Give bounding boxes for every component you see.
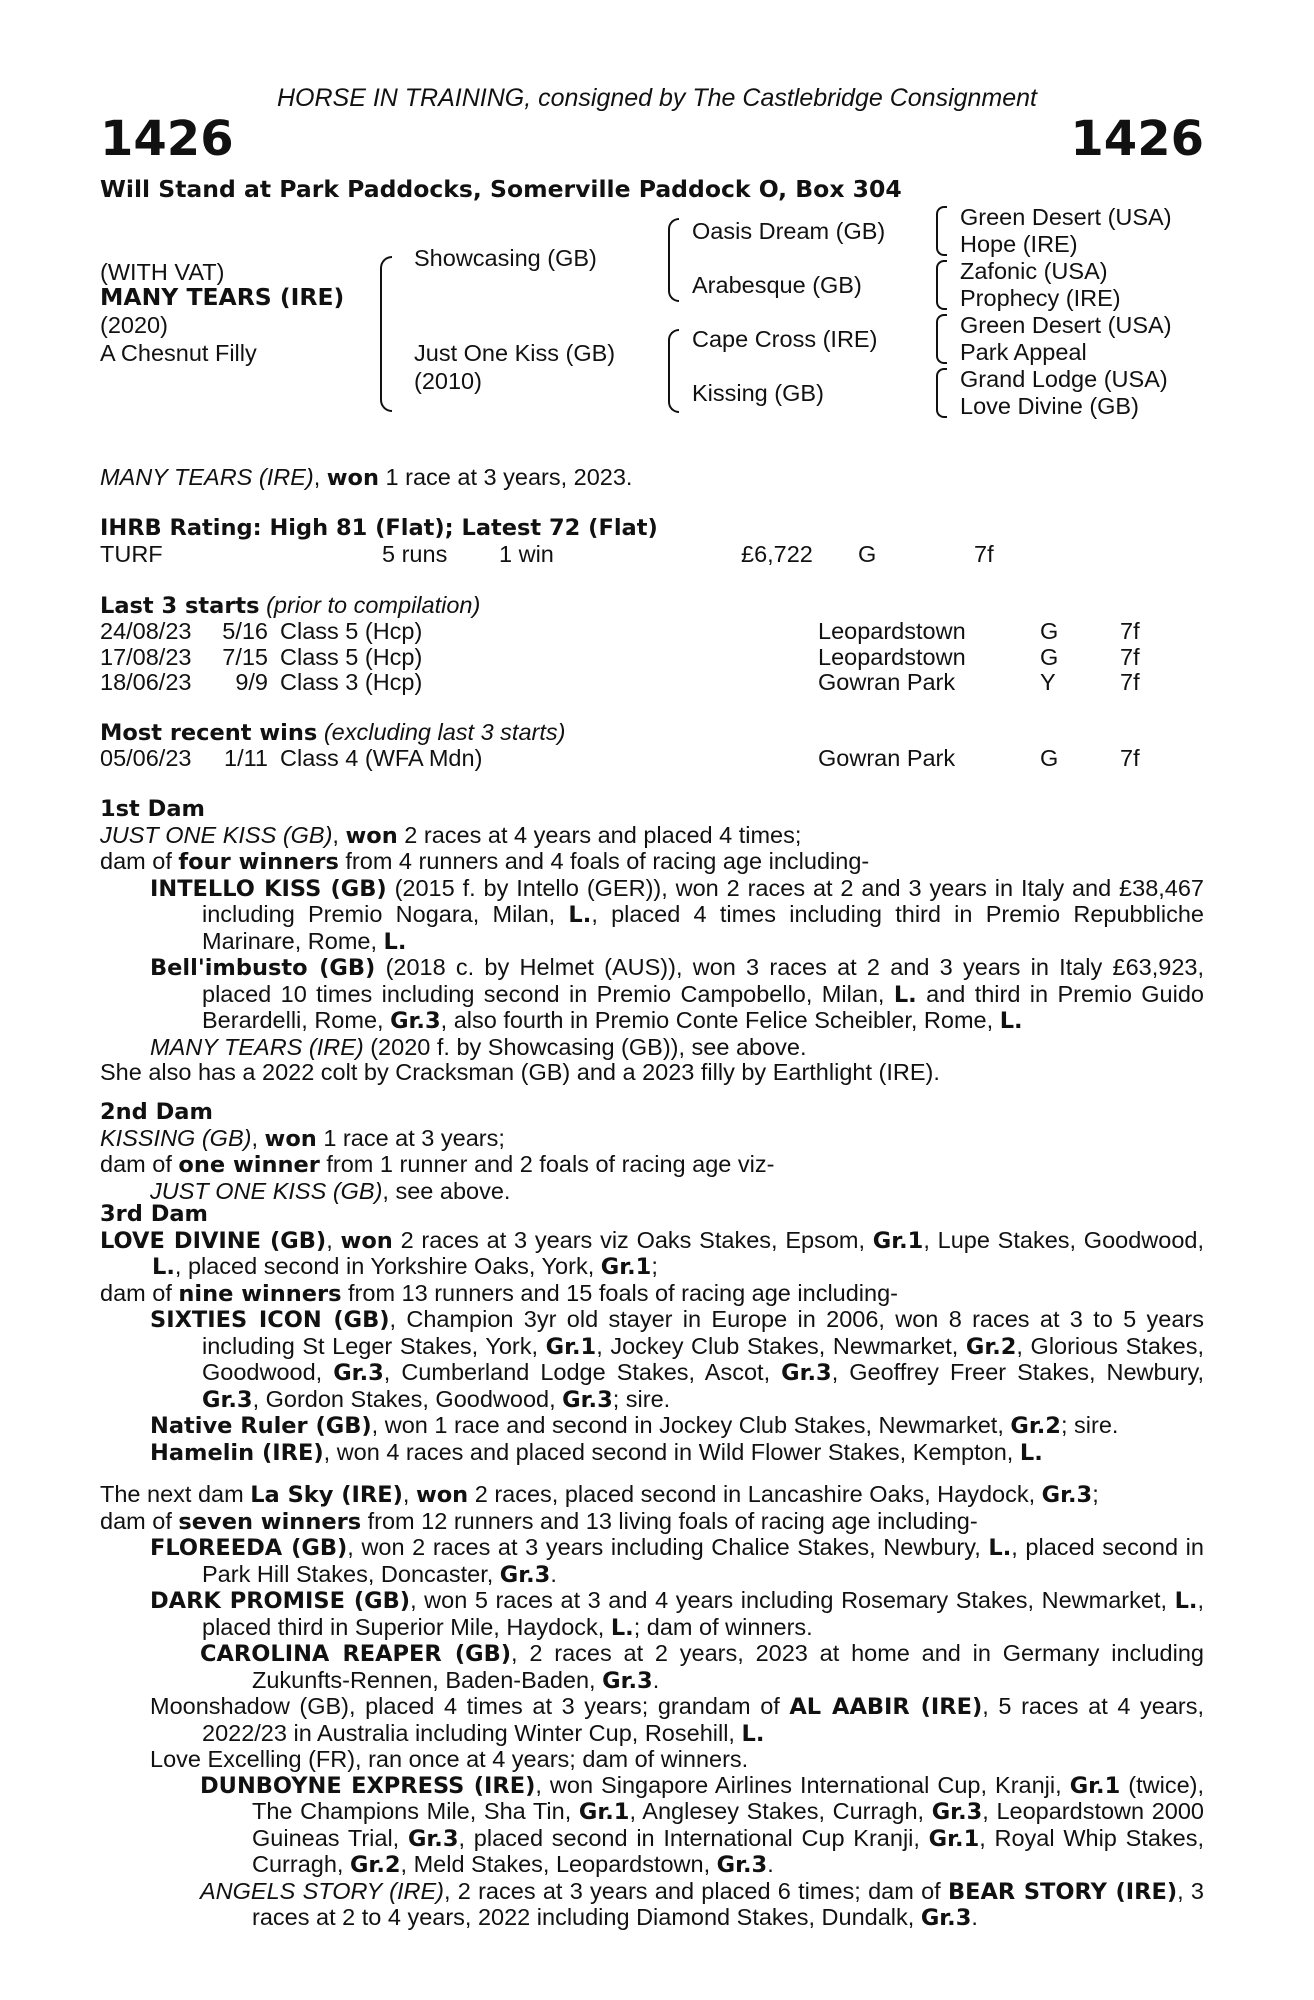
table-row (100, 670, 1140, 696)
ggp-1: Green Desert (USA) (960, 204, 1172, 230)
ggp-8: Love Divine (GB) (960, 393, 1139, 419)
ggp-3: Zafonic (USA) (960, 258, 1108, 284)
consignment-header: HORSE IN TRAINING, consigned by The Castlebridge Consignment (276, 84, 1038, 112)
produce-line: dam of four winners from 4 runners and 4 foals of racing age including- (100, 848, 870, 875)
ggp-7: Grand Lodge (USA) (960, 366, 1168, 392)
dam-sire-name: Cape Cross (IRE) (692, 326, 878, 352)
recent-wins-table (100, 746, 1140, 772)
ggp-brace-3 (936, 314, 947, 364)
foals-note: She also has a 2022 colt by Cracksman (GB) and a 2023 filly by Earthlight (IRE). (100, 1059, 940, 1085)
start-date: 24/08/23 (100, 618, 192, 644)
win-class: Class 4 (WFA Mdn) (280, 745, 483, 771)
lot-number-left: 1426 (100, 111, 234, 167)
progeny-entry: JUST ONE KISS (GB), see above. (150, 1177, 511, 1204)
horse-year: (2020) (100, 312, 168, 338)
lot-number-right: 1426 (1070, 111, 1204, 167)
horse-name: MANY TEARS (IRE) (100, 283, 345, 311)
start-class: Class 5 (Hcp) (280, 618, 423, 644)
next-dam-section (100, 1482, 1204, 1932)
produce-line: dam of nine winners from 13 runners and 15 foals of racing age including- (100, 1279, 898, 1307)
section-title: 2nd Dam (100, 1099, 213, 1125)
rating-surface: TURF (100, 541, 163, 567)
progeny-entry: ANGELS STORY (IRE), 2 races at 3 years and placed 6 times; dam of BEAR STORY (IRE), 3 races at 2 to 4 years, 2022 including Diamond Stakes, Dundalk, Gr.3. (200, 1877, 1204, 1931)
progeny-entry: Love Excelling (FR), ran once at 4 years; dam of winners. (150, 1746, 749, 1772)
start-class: Class 3 (Hcp) (280, 669, 423, 695)
start-going: G (1040, 643, 1059, 670)
rating-prize: £6,722 (741, 541, 813, 567)
progeny-entry: Moonshadow (GB), placed 4 times at 3 years; grandam of AL AABIR (IRE), 5 races at 4 years, 2022/23 in Australia including Winter Cup, Rosehill, L. (150, 1693, 1204, 1747)
dam-year: (2010) (414, 368, 482, 394)
progeny-entry: DARK PROMISE (GB), won 5 races at 3 and 4 years including Rosemary Stakes, Newmarket, L., placed third in Superior Mile, Haydock, L.; dam of winners. (150, 1587, 1204, 1641)
horse-description: A Chesnut Filly (100, 340, 257, 366)
ggp-2: Hope (IRE) (960, 231, 1078, 257)
dam-parents-brace (668, 329, 679, 413)
progeny-entry: Native Ruler (GB), won 1 race and second in Jockey Club Stakes, Newmarket, Gr.2; sire. (150, 1412, 1119, 1439)
table-row (100, 645, 1140, 671)
win-course: Gowran Park (818, 745, 956, 771)
dam-line: KISSING (GB), won 1 race at 3 years; (100, 1124, 505, 1152)
start-going: Y (1040, 669, 1056, 695)
start-going: G (1040, 618, 1059, 644)
sire-parents-brace (668, 218, 679, 302)
rating-going: G (858, 541, 877, 567)
start-date: 18/06/23 (100, 669, 192, 695)
win-date: 05/06/23 (100, 745, 192, 771)
start-position: 5/16 (222, 618, 268, 644)
start-date: 17/08/23 (100, 643, 192, 670)
last-starts-table (100, 619, 1140, 696)
start-course: Leopardstown (818, 618, 966, 644)
progeny-entry: SIXTIES ICON (GB), Champion 3yr old stayer in Europe in 2006, won 8 races at 3 to 5 years including St Leger Stakes, York, Gr.1, Jockey Club Stakes, Newmarket, Gr.2, Glorious Stakes, Goodwood, Gr.3, Cumberland Lodge Stakes, Ascot, Gr.3, Geoffrey Freer Stakes, Newbury, Gr.3, Gordon Stakes, Goodwood, Gr.3; sire. (150, 1306, 1204, 1413)
start-course: Leopardstown (818, 643, 966, 670)
first-dam-section (100, 797, 1204, 1086)
progeny-entry: Hamelin (IRE), won 4 races and placed second in Wild Flower Stakes, Kempton, L. (150, 1438, 1043, 1466)
win-distance: 7f (1120, 745, 1140, 771)
vat-note: (WITH VAT) (100, 259, 225, 285)
start-position: 9/9 (235, 669, 268, 695)
recent-wins-title: Most recent wins (excluding last 3 starts) (100, 719, 566, 746)
progeny-entry: Bell'imbusto (GB) (2018 c. by Helmet (AUS)), won 3 races at 2 and 3 years in Italy £63,923, placed 10 times including second in Premio Campobello, Milan, L. and third in Premio Guido Berardelli, Rome, Gr.3, also fourth in Premio Conte Felice Scheibler, Rome, L. (150, 954, 1204, 1034)
table-row (100, 619, 1140, 645)
dam-line: The next dam La Sky (IRE), won 2 races, placed second in Lancashire Oaks, Haydock, Gr.3; (100, 1481, 1099, 1508)
dam-line: LOVE DIVINE (GB), won 2 races at 3 years viz Oaks Stakes, Epsom, Gr.1, Lupe Stakes, Goodwood, L., placed second in Yorkshire Oaks, York, Gr.1; (100, 1226, 1205, 1280)
produce-line: dam of seven winners from 12 runners and 13 living foals of racing age including- (100, 1507, 978, 1535)
start-course: Gowran Park (818, 669, 956, 695)
stabling-location: Will Stand at Park Paddocks, Somerville Paddock O, Box 304 (100, 175, 902, 203)
produce-line: dam of one winner from 1 runner and 2 foals of racing age viz- (100, 1151, 775, 1178)
start-class: Class 5 (Hcp) (280, 643, 423, 670)
sire-sire-name: Oasis Dream (GB) (692, 218, 886, 244)
start-distance: 7f (1120, 669, 1140, 695)
section-title: 1st Dam (100, 796, 205, 822)
rating-wins: 1 win (499, 541, 554, 567)
third-dam-section (100, 1202, 1204, 1466)
ggp-5: Green Desert (USA) (960, 312, 1172, 338)
sire-name: Showcasing (GB) (414, 245, 597, 271)
ggp-brace-4 (936, 368, 947, 418)
second-dam-section (100, 1100, 1204, 1204)
start-position: 7/15 (222, 643, 268, 670)
dam-name: Just One Kiss (GB) (414, 340, 616, 366)
ggp-4: Prophecy (IRE) (960, 285, 1121, 311)
rating-title: IHRB Rating: High 81 (Flat); Latest 72 (Flat) (100, 515, 658, 541)
start-distance: 7f (1120, 618, 1140, 644)
win-going: G (1040, 745, 1059, 771)
dam-line: JUST ONE KISS (GB), won 2 races at 4 years and placed 4 times; (100, 821, 802, 849)
race-summary: MANY TEARS (IRE), won 1 race at 3 years, 2023. (100, 464, 633, 491)
dam-dam-name: Kissing (GB) (692, 380, 824, 406)
win-position: 1/11 (224, 745, 268, 771)
progeny-entry: CAROLINA REAPER (GB), 2 races at 2 years, 2023 at home and in Germany including Zukunfts-Rennen, Baden-Baden, Gr.3. (200, 1640, 1204, 1694)
sire-dam-brace (380, 256, 392, 412)
table-row (100, 746, 1140, 772)
progeny-entry: DUNBOYNE EXPRESS (IRE), won Singapore Airlines International Cup, Kranji, Gr.1 (twice), The Champions Mile, Sha Tin, Gr.1, Anglesey Stakes, Curragh, Gr.3, Leopardstown 2000 Guineas Trial, Gr.3, placed second in International Cup Kranji, Gr.1, Royal Whip Stakes, Curragh, Gr.2, Meld Stakes, Leopardstown, Gr.3. (200, 1771, 1205, 1878)
sire-dam-name: Arabesque (GB) (692, 272, 862, 298)
ggp-6: Park Appeal (960, 339, 1087, 365)
progeny-entry: INTELLO KISS (GB) (2015 f. by Intello (GER)), won 2 races at 2 and 3 years in Italy and £38,467 including Premio Nogara, Milan, L., placed 4 times including third in Premio Repubbliche Marinare, Rome, L. (150, 874, 1205, 955)
ggp-brace-1 (936, 206, 947, 256)
rating-runs: 5 runs (382, 541, 448, 567)
section-title: 3rd Dam (100, 1201, 208, 1227)
progeny-entry: FLOREEDA (GB), won 2 races at 3 years including Chalice Stakes, Newbury, L., placed second in Park Hill Stakes, Doncaster, Gr.3. (150, 1534, 1204, 1588)
rating-distance: 7f (974, 541, 994, 567)
progeny-entry: MANY TEARS (IRE) (2020 f. by Showcasing (GB)), see above. (150, 1033, 807, 1060)
start-distance: 7f (1120, 643, 1140, 670)
last-starts-title: Last 3 starts (prior to compilation) (100, 592, 481, 619)
ggp-brace-2 (936, 260, 947, 310)
